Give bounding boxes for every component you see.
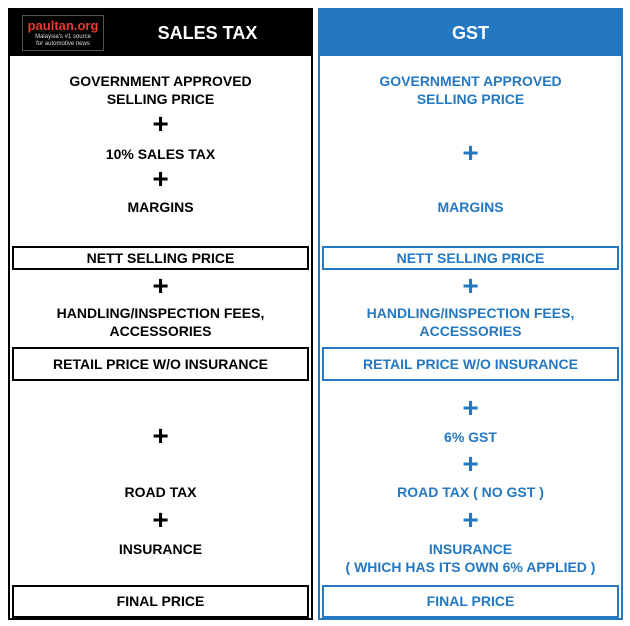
- gst-item: 6% GST: [444, 429, 497, 445]
- gst-header: [320, 10, 621, 56]
- plus-icon: +: [152, 270, 169, 301]
- final-price-box: FINAL PRICE: [12, 585, 309, 618]
- logo-tagline: [23, 34, 103, 48]
- plus-icon: +: [462, 392, 479, 423]
- logo-tagline-line-2: for automotive news: [36, 41, 90, 47]
- plus-icon: +: [462, 504, 479, 535]
- gov-price-line-1: GOVERNMENT APPROVED: [69, 73, 252, 89]
- plus-icon: +: [462, 137, 479, 168]
- sales-tax-column: [8, 8, 313, 620]
- plus-icon: +: [152, 108, 169, 139]
- logo-name: paultan.org: [27, 18, 99, 33]
- plus-icon: +: [462, 448, 479, 479]
- gov-price-line-2: SELLING PRICE: [416, 91, 525, 107]
- fees-line-2: ACCESSORIES: [419, 323, 522, 339]
- gov-price-line-2: SELLING PRICE: [106, 91, 215, 107]
- nett-selling-price-box: NETT SELLING PRICE: [12, 246, 309, 270]
- fees-line-1: HANDLING/INSPECTION FEES,: [366, 305, 575, 321]
- road-tax-item: ROAD TAX: [124, 484, 197, 500]
- margins-item: MARGINS: [437, 199, 504, 215]
- sales-tax-item: 10% SALES TAX: [105, 146, 216, 162]
- insurance-item: INSURANCE: [118, 541, 203, 557]
- margins-item: MARGINS: [127, 199, 194, 215]
- plus-icon: +: [152, 163, 169, 194]
- plus-icon: +: [152, 420, 169, 451]
- retail-price-box: RETAIL PRICE W/O INSURANCE: [12, 347, 309, 381]
- final-price-box: FINAL PRICE: [322, 585, 619, 618]
- sales-tax-header: [10, 10, 311, 56]
- logo-tagline-line-1: Malaysia's #1 source: [35, 34, 91, 40]
- paultan-logo: [22, 15, 104, 51]
- plus-icon: +: [152, 504, 169, 535]
- sales-tax-title: SALES TAX: [157, 23, 258, 43]
- gov-price-line-1: GOVERNMENT APPROVED: [379, 73, 562, 89]
- insurance-line-2: ( WHICH HAS ITS OWN 6% APPLIED ): [345, 559, 596, 575]
- fees-line-2: ACCESSORIES: [109, 323, 212, 339]
- fees-line-1: HANDLING/INSPECTION FEES,: [56, 305, 265, 321]
- insurance-line-1: INSURANCE: [428, 541, 513, 557]
- nett-selling-price-box: NETT SELLING PRICE: [322, 246, 619, 270]
- retail-price-box: RETAIL PRICE W/O INSURANCE: [322, 347, 619, 381]
- road-tax-item: ROAD TAX ( NO GST ): [397, 484, 544, 500]
- plus-icon: +: [462, 270, 479, 301]
- gst-column: [318, 8, 623, 620]
- gst-title: GST: [451, 23, 489, 43]
